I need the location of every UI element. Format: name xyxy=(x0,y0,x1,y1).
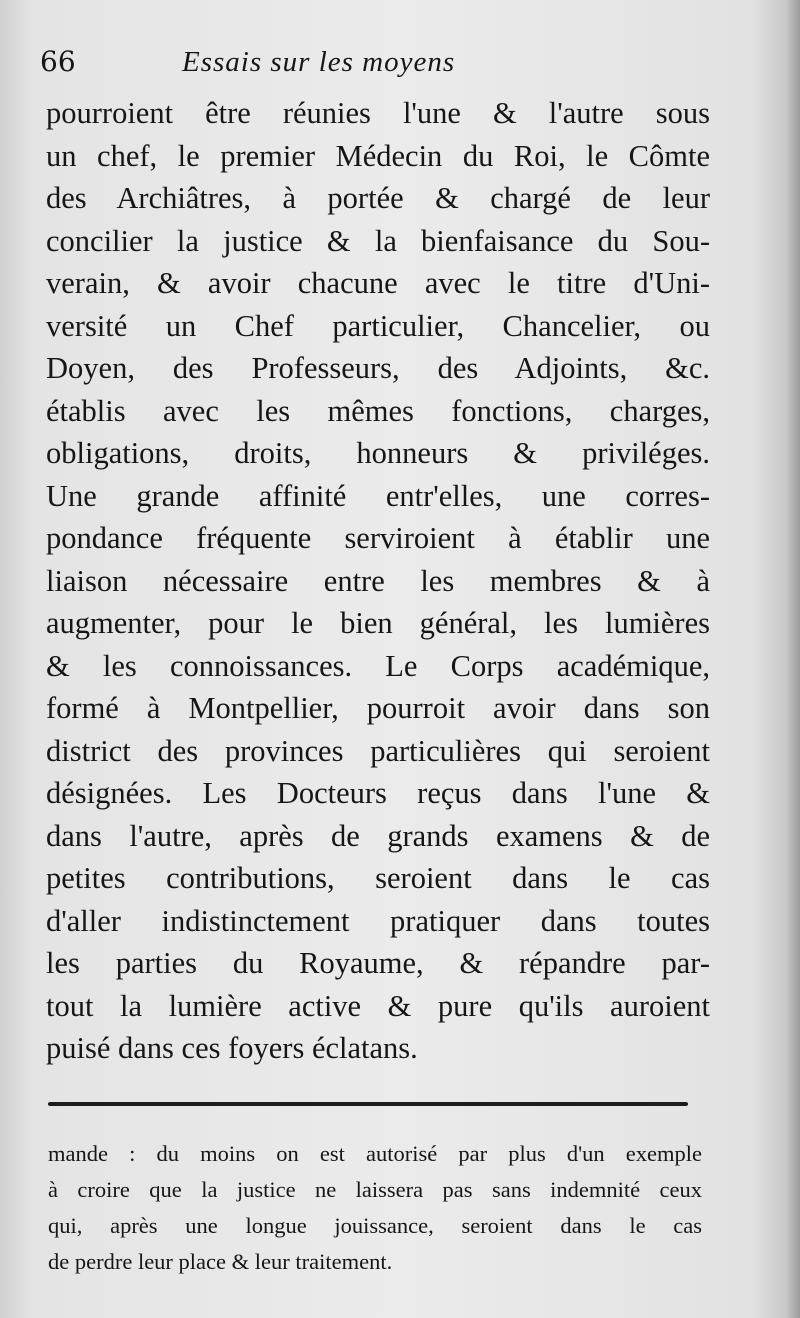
text-line: Doyen, des Professeurs, des Adjoints, &c. xyxy=(46,351,710,385)
page-header xyxy=(40,42,680,86)
text-line: pondance fréquente serviroient à établir une xyxy=(46,521,710,555)
text-line: pourroient être réunies l'une & l'autre sous xyxy=(46,96,710,130)
running-title: Essais sur les moyens xyxy=(182,46,456,78)
page-number: 66 xyxy=(40,45,76,78)
text-line: petites contributions, seroient dans le cas xyxy=(46,861,710,895)
text-line: verain, & avoir chacune avec le titre d'Uni- xyxy=(46,266,710,300)
text-line: puisé dans ces foyers éclatans. xyxy=(46,1031,418,1065)
text-line: tout la lumière active & pure qu'ils auroient xyxy=(46,988,710,1023)
footnote-line: de perdre leur place & leur traitement. xyxy=(48,1249,393,1274)
text-line: district des provinces particulières qui seroient xyxy=(46,733,710,768)
text-line: les parties du Royaume, & répandre par- xyxy=(46,946,710,980)
footnote-line: à croire que la justice ne laissera pas sans indemnité ceux xyxy=(48,1177,702,1202)
text-line: établis avec les mêmes fonctions, charges, xyxy=(46,393,710,428)
text-line: obligations, droits, honneurs & priviléges. xyxy=(46,436,710,470)
page-gutter-shadow xyxy=(786,0,800,1318)
footnote-line: qui, après une longue jouissance, seroient dans le cas xyxy=(48,1213,702,1238)
text-line: Une grande affinité entr'elles, une corres- xyxy=(46,478,710,513)
text-line: d'aller indistinctement pratiquer dans toutes xyxy=(46,903,710,938)
footnote-divider xyxy=(48,1102,688,1106)
text-line: liaison nécessaire entre les membres & à xyxy=(46,563,710,598)
text-line: & les connoissances. Le Corps académique, xyxy=(46,648,710,683)
text-line: versité un Chef particulier, Chancelier, ou xyxy=(46,308,710,343)
text-line: un chef, le premier Médecin du Roi, le Cômte xyxy=(46,138,710,173)
footnote-line: mande : du moins on est autorisé par plus d'un exemple xyxy=(48,1141,702,1166)
text-line: concilier la justice & la bienfaisance du Sou- xyxy=(46,223,710,258)
footnote xyxy=(48,1136,702,1280)
text-line: désignées. Les Docteurs reçus dans l'une & xyxy=(46,776,710,810)
text-line: augmenter, pour le bien général, les lumières xyxy=(46,606,710,640)
text-line: des Archiâtres, à portée & chargé de leur xyxy=(46,181,710,215)
text-line: formé à Montpellier, pourroit avoir dans son xyxy=(46,691,710,725)
text-line: dans l'autre, après de grands examens & de xyxy=(46,818,710,853)
main-text xyxy=(46,92,710,1070)
